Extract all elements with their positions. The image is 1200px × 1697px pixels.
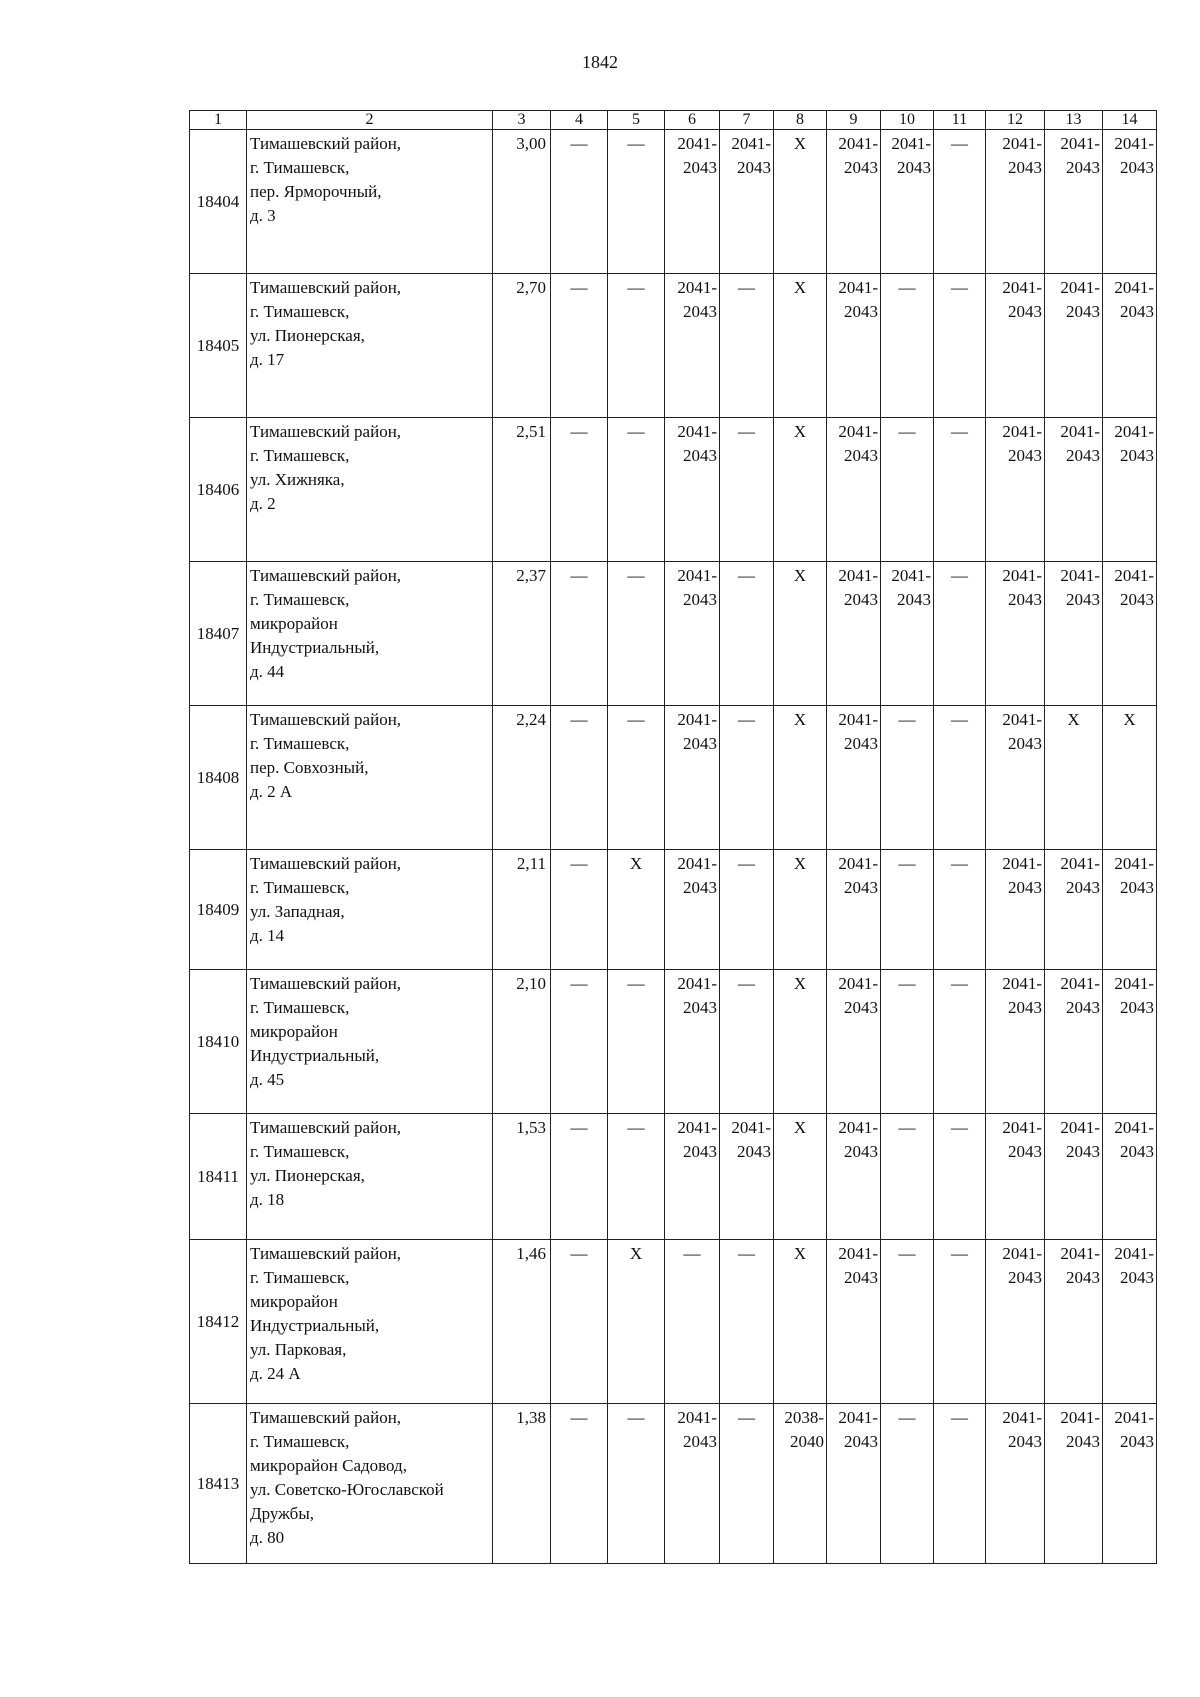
header-cell: 9 — [827, 111, 881, 130]
value-cell: 3,00 — [493, 130, 551, 274]
data-cell: — — [608, 706, 665, 850]
data-cell: — — [608, 1404, 665, 1564]
header-cell: 2 — [247, 111, 493, 130]
value-cell: 1,38 — [493, 1404, 551, 1564]
table-row — [190, 418, 1157, 562]
data-cell: — — [720, 970, 774, 1114]
row-id-cell: 18413 — [190, 1404, 247, 1564]
data-cell: 2041- 2043 — [1103, 1114, 1157, 1240]
data-cell: — — [934, 706, 986, 850]
address-cell: Тимашевский район, г. Тимашевск, пер. Совхозный, д. 2 А — [247, 706, 493, 850]
value-cell: 2,24 — [493, 706, 551, 850]
header-cell: 6 — [665, 111, 720, 130]
data-cell: 2041- 2043 — [1103, 1240, 1157, 1404]
data-cell: 2041- 2043 — [986, 562, 1045, 706]
data-cell: — — [551, 706, 608, 850]
data-cell: — — [608, 1114, 665, 1240]
data-cell: — — [934, 1240, 986, 1404]
data-cell: — — [551, 1404, 608, 1564]
header-cell: 5 — [608, 111, 665, 130]
data-cell: 2041- 2043 — [1045, 1114, 1103, 1240]
data-cell: — — [665, 1240, 720, 1404]
data-cell: — — [720, 418, 774, 562]
data-cell: — — [720, 850, 774, 970]
page-number: 1842 — [582, 52, 618, 72]
data-cell: 2041- 2043 — [665, 274, 720, 418]
value-cell: 2,37 — [493, 562, 551, 706]
data-cell: 2041- 2043 — [665, 850, 720, 970]
data-cell: — — [608, 130, 665, 274]
data-cell: 2041- 2043 — [1103, 418, 1157, 562]
address-cell: Тимашевский район, г. Тимашевск, пер. Ярморочный, д. 3 — [247, 130, 493, 274]
address-cell: Тимашевский район, г. Тимашевск, ул. Пионерская, д. 17 — [247, 274, 493, 418]
value-cell: 2,10 — [493, 970, 551, 1114]
header-cell: 10 — [881, 111, 934, 130]
data-cell: — — [934, 274, 986, 418]
data-cell: 2041- 2043 — [665, 562, 720, 706]
data-cell: Х — [608, 850, 665, 970]
table-row — [190, 274, 1157, 418]
header-cell: 12 — [986, 111, 1045, 130]
data-table — [189, 110, 1157, 1564]
header-cell: 7 — [720, 111, 774, 130]
data-cell: — — [881, 706, 934, 850]
data-cell: 2038- 2040 — [774, 1404, 827, 1564]
table-row — [190, 1240, 1157, 1404]
address-cell: Тимашевский район, г. Тимашевск, микрорайон Индустриальный, д. 45 — [247, 970, 493, 1114]
data-cell: — — [551, 418, 608, 562]
data-cell: 2041- 2043 — [1045, 1404, 1103, 1564]
address-cell: Тимашевский район, г. Тимашевск, микрорайон Индустриальный, д. 44 — [247, 562, 493, 706]
data-cell: 2041- 2043 — [827, 562, 881, 706]
data-cell: 2041- 2043 — [827, 130, 881, 274]
row-id-cell: 18406 — [190, 418, 247, 562]
data-cell: 2041- 2043 — [986, 130, 1045, 274]
data-cell: — — [881, 970, 934, 1114]
data-cell: 2041- 2043 — [1045, 130, 1103, 274]
data-cell: 2041- 2043 — [827, 274, 881, 418]
data-cell: 2041- 2043 — [986, 1240, 1045, 1404]
data-cell: — — [608, 418, 665, 562]
value-cell: 2,11 — [493, 850, 551, 970]
data-cell: Х — [608, 1240, 665, 1404]
table-row — [190, 970, 1157, 1114]
data-cell: — — [551, 1114, 608, 1240]
table-body — [190, 111, 1157, 1564]
data-cell: 2041- 2043 — [665, 706, 720, 850]
data-cell: Х — [1045, 706, 1103, 850]
data-cell: 2041- 2043 — [665, 1114, 720, 1240]
row-id-cell: 18410 — [190, 970, 247, 1114]
data-cell: 2041- 2043 — [986, 1114, 1045, 1240]
data-cell: Х — [774, 1240, 827, 1404]
data-cell: 2041- 2043 — [827, 706, 881, 850]
data-cell: 2041- 2043 — [1103, 562, 1157, 706]
data-cell: — — [881, 418, 934, 562]
data-cell: — — [881, 1114, 934, 1240]
header-cell: 11 — [934, 111, 986, 130]
address-cell: Тимашевский район, г. Тимашевск, ул. Западная, д. 14 — [247, 850, 493, 970]
table-row — [190, 850, 1157, 970]
data-cell: Х — [774, 562, 827, 706]
data-cell: 2041- 2043 — [986, 706, 1045, 850]
data-cell: Х — [774, 274, 827, 418]
data-cell: — — [881, 1404, 934, 1564]
data-cell: 2041- 2043 — [827, 1404, 881, 1564]
data-cell: 2041- 2043 — [1045, 970, 1103, 1114]
table-row — [190, 130, 1157, 274]
data-cell: — — [934, 1114, 986, 1240]
value-cell: 2,51 — [493, 418, 551, 562]
data-cell: 2041- 2043 — [827, 850, 881, 970]
data-cell: 2041- 2043 — [827, 418, 881, 562]
data-cell: — — [551, 1240, 608, 1404]
address-cell: Тимашевский район, г. Тимашевск, ул. Пионерская, д. 18 — [247, 1114, 493, 1240]
row-id-cell: 18409 — [190, 850, 247, 970]
row-id-cell: 18412 — [190, 1240, 247, 1404]
data-cell: 2041- 2043 — [1103, 850, 1157, 970]
header-cell: 3 — [493, 111, 551, 130]
row-id-cell: 18411 — [190, 1114, 247, 1240]
data-cell: 2041- 2043 — [665, 1404, 720, 1564]
data-cell: 2041- 2043 — [665, 130, 720, 274]
header-cell: 13 — [1045, 111, 1103, 130]
data-cell: — — [551, 850, 608, 970]
data-cell: 2041- 2043 — [665, 970, 720, 1114]
data-cell: — — [608, 970, 665, 1114]
data-cell: — — [881, 1240, 934, 1404]
data-cell: 2041- 2043 — [720, 130, 774, 274]
data-cell: — — [720, 706, 774, 850]
data-cell: — — [934, 850, 986, 970]
data-cell: — — [934, 970, 986, 1114]
header-cell: 14 — [1103, 111, 1157, 130]
data-cell: — — [720, 274, 774, 418]
data-cell: 2041- 2043 — [1103, 1404, 1157, 1564]
header-cell: 4 — [551, 111, 608, 130]
data-cell: — — [934, 418, 986, 562]
table-row — [190, 706, 1157, 850]
data-cell: Х — [774, 850, 827, 970]
data-cell: — — [551, 562, 608, 706]
data-cell: 2041- 2043 — [986, 970, 1045, 1114]
data-cell: 2041- 2043 — [986, 850, 1045, 970]
data-cell: Х — [774, 970, 827, 1114]
address-cell: Тимашевский район, г. Тимашевск, микрорайон Индустриальный, ул. Парковая, д. 24 А — [247, 1240, 493, 1404]
data-cell: 2041- 2043 — [1045, 418, 1103, 562]
data-cell: 2041- 2043 — [827, 1114, 881, 1240]
data-cell: — — [720, 1240, 774, 1404]
data-cell: 2041- 2043 — [1045, 850, 1103, 970]
data-cell: 2041- 2043 — [665, 418, 720, 562]
data-cell: 2041- 2043 — [1045, 562, 1103, 706]
data-cell: 2041- 2043 — [881, 130, 934, 274]
table-header-row — [190, 111, 1157, 130]
data-cell: 2041- 2043 — [986, 274, 1045, 418]
data-cell: — — [551, 130, 608, 274]
value-cell: 2,70 — [493, 274, 551, 418]
data-cell: — — [720, 1404, 774, 1564]
data-cell: 2041- 2043 — [1103, 970, 1157, 1114]
data-cell: — — [608, 562, 665, 706]
data-cell: Х — [1103, 706, 1157, 850]
data-cell: 2041- 2043 — [986, 1404, 1045, 1564]
data-cell: 2041- 2043 — [1103, 274, 1157, 418]
data-cell: Х — [774, 706, 827, 850]
row-id-cell: 18405 — [190, 274, 247, 418]
data-cell: — — [551, 274, 608, 418]
row-id-cell: 18408 — [190, 706, 247, 850]
data-cell: 2041- 2043 — [720, 1114, 774, 1240]
value-cell: 1,46 — [493, 1240, 551, 1404]
data-cell: Х — [774, 1114, 827, 1240]
data-cell: 2041- 2043 — [827, 970, 881, 1114]
data-cell: — — [934, 130, 986, 274]
data-cell: — — [934, 562, 986, 706]
data-cell: 2041- 2043 — [1045, 274, 1103, 418]
data-cell: 2041- 2043 — [1103, 130, 1157, 274]
data-cell: 2041- 2043 — [986, 418, 1045, 562]
data-cell: — — [881, 850, 934, 970]
data-cell: — — [881, 274, 934, 418]
data-cell: — — [934, 1404, 986, 1564]
value-cell: 1,53 — [493, 1114, 551, 1240]
data-cell: Х — [774, 418, 827, 562]
header-cell: 1 — [190, 111, 247, 130]
data-cell: 2041- 2043 — [827, 1240, 881, 1404]
address-cell: Тимашевский район, г. Тимашевск, ул. Хижняка, д. 2 — [247, 418, 493, 562]
data-cell: — — [720, 562, 774, 706]
table-row — [190, 562, 1157, 706]
data-cell: 2041- 2043 — [1045, 1240, 1103, 1404]
row-id-cell: 18407 — [190, 562, 247, 706]
table-row — [190, 1404, 1157, 1564]
address-cell: Тимашевский район, г. Тимашевск, микрорайон Садовод, ул. Советско-Югославской Дружбы, д. 80 — [247, 1404, 493, 1564]
row-id-cell: 18404 — [190, 130, 247, 274]
data-cell: Х — [774, 130, 827, 274]
header-cell: 8 — [774, 111, 827, 130]
table-row — [190, 1114, 1157, 1240]
data-cell: — — [551, 970, 608, 1114]
data-cell: — — [608, 274, 665, 418]
data-cell: 2041- 2043 — [881, 562, 934, 706]
